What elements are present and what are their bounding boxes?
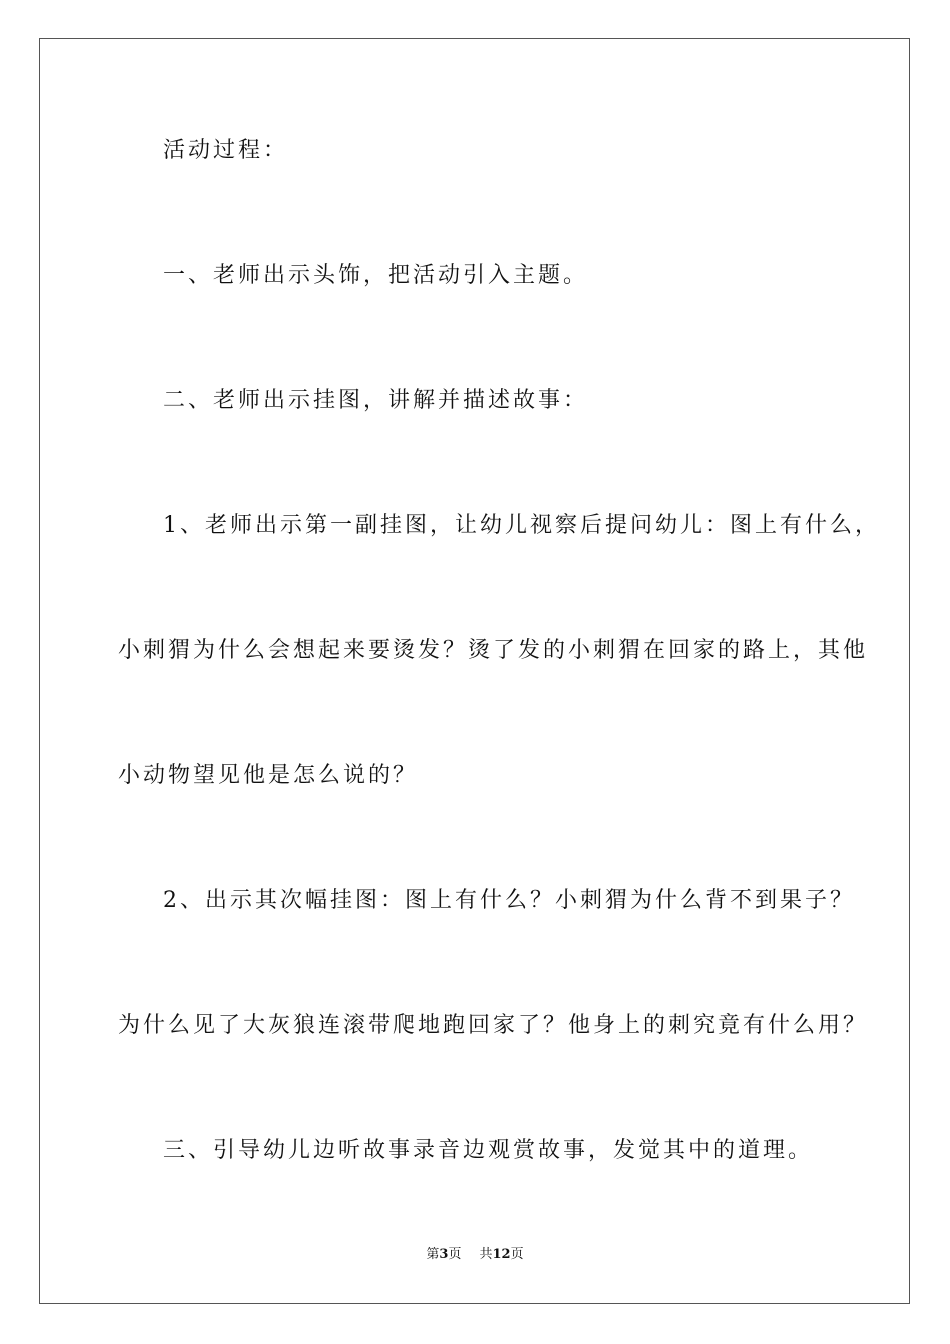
page-prefix: 第 [426,1247,440,1262]
paragraph-substep-1-line-2: 小刺猬为什么会想起来要烫发？烫了发的小刺猬在回家的路上，其他 [118,638,869,663]
paragraph-step-3: 三、引导幼儿边听故事录音边观赏故事，发觉其中的道理。 [163,1138,814,1163]
total-prefix: 共 [479,1247,493,1262]
total-pages: 12 [492,1247,511,1262]
paragraph-substep-2-line-1: 2、出示其次幅挂图：图上有什么？小刺猬为什么背不到果子？ [163,888,855,913]
page-border [39,38,910,1304]
page-number: 3 [439,1247,449,1262]
page-suffix: 页 [448,1247,462,1262]
paragraph-step-2: 二、老师出示挂图，讲解并描述故事： [163,388,589,413]
paragraph-heading: 活动过程： [163,138,289,163]
page-footer [0,1247,950,1263]
total-suffix: 页 [510,1247,524,1262]
paragraph-substep-1-line-3: 小动物望见他是怎么说的？ [118,763,419,788]
paragraph-substep-2-line-2: 为什么见了大灰狼连滚带爬地跑回家了？他身上的刺究竟有什么用？ [118,1013,869,1038]
paragraph-step-1: 一、老师出示头饰，把活动引入主题。 [163,263,589,288]
paragraph-substep-1-line-1: 1、老师出示第一副挂图，让幼儿视察后提问幼儿：图上有什么， [163,513,880,538]
